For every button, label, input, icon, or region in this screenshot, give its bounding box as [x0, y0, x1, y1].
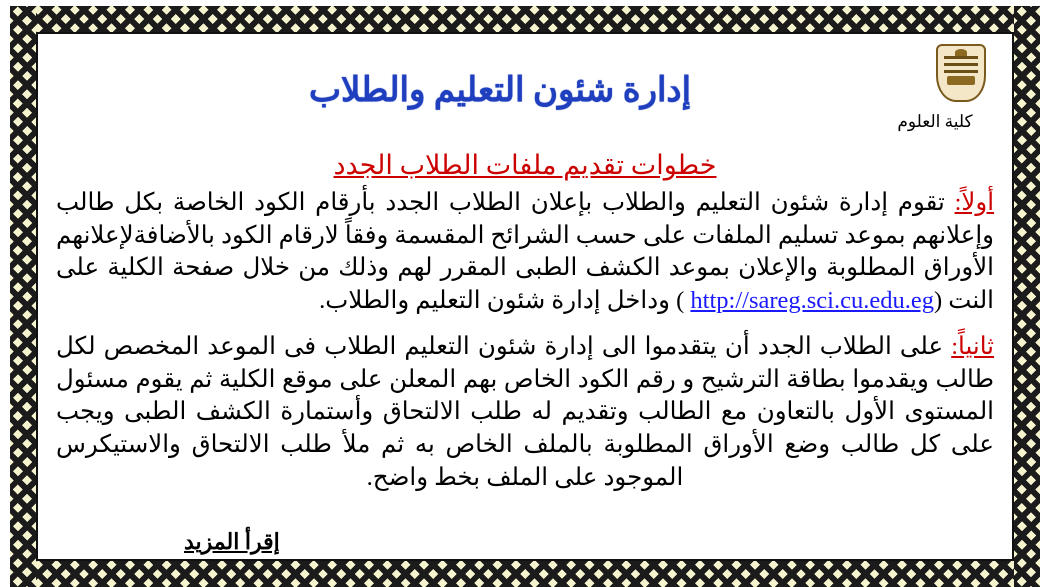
paragraph-first-text-after-link: ) وداخل إدارة شئون التعليم والطلاب.	[319, 286, 691, 314]
paragraph-first	[56, 187, 994, 317]
faculty-label: كلية العلوم	[897, 112, 973, 131]
document-content	[34, 32, 1016, 557]
paragraph-first-text-before-link: تقوم إدارة شئون التعليم والطلاب بإعلان الطلاب الجدد بأرقام الكود الخاصة بكل طالب وإعلانهم بموعد تسليم الملفات على حسب الشرائح المقسمة وفقاً لارقام الكود بالأضافةلإعلانهم الأوراق المطلوبة والإعلان بموعد الكشف الطبى المقرر لهم وذلك من خلال صفحة الكلية على النت (	[56, 189, 994, 314]
paragraph-second-marker: ثانياً:	[951, 333, 994, 361]
page-title: إدارة شئون التعليم والطلاب	[308, 72, 692, 109]
document-header	[56, 40, 994, 158]
university-emblem-icon	[934, 44, 988, 106]
page-subtitle: خطوات تقديم ملفات الطلاب الجدد	[333, 150, 717, 180]
read-more-link[interactable]: إقرأ المزيد	[184, 529, 280, 554]
sareg-portal-link[interactable]: http://sareg.sci.cu.edu.eg	[690, 286, 934, 314]
paragraph-second	[56, 331, 994, 494]
paragraph-second-text: على الطلاب الجدد أن يتقدموا الى إدارة شئون التعليم الطلاب فى الموعد المخصص لكل طالب ويقدموا بطاقة الترشيح و رقم الكود الخاص بهم المعلن على موقع الكلية ثم يقوم مسئول المستوى الأول بالتعاون مع الطالب وتقديم له طلب الالتحاق وأستمارة الكشف الطبى ويجب على كل طالب وضع الأوراق المطلوبة بالملف الخاص به ثم ملأ طلب الالتحاق والاستيكرس الموجود على الملف بخط واضح.	[56, 333, 994, 491]
paragraph-first-marker: أولاً:	[954, 189, 994, 216]
